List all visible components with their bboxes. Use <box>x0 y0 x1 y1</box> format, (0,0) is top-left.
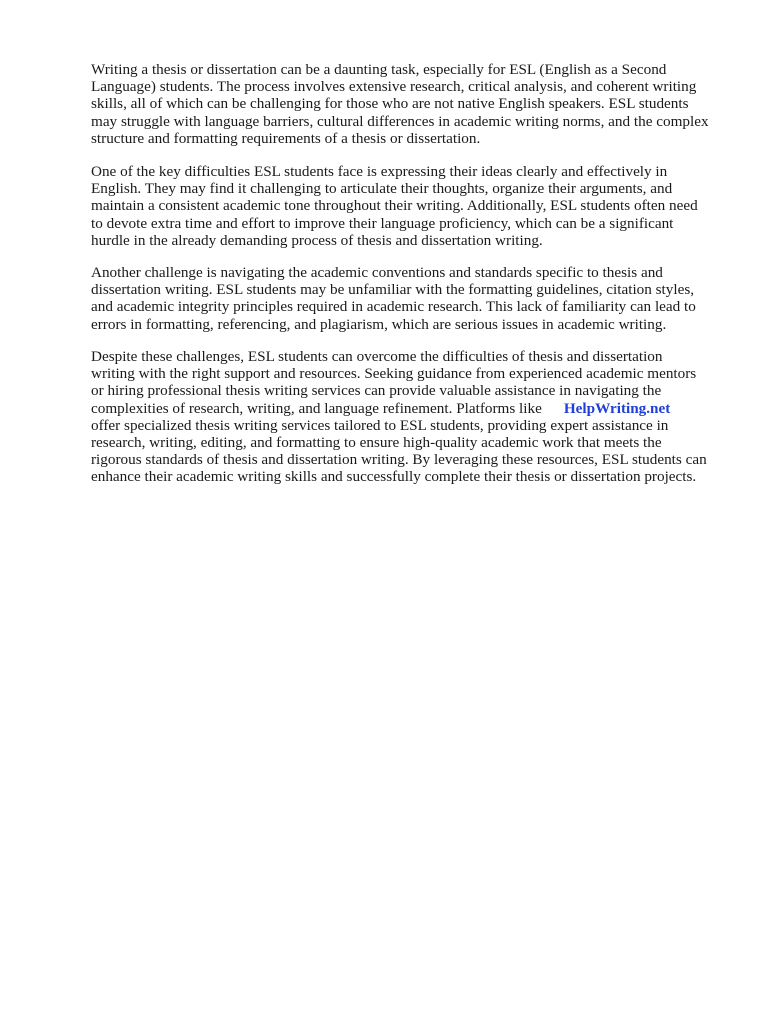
paragraph-line: and academic integrity principles required in academic research. This lack of familiarity can lead to <box>91 298 696 316</box>
paragraph-line: One of the key difficulties ESL students face is expressing their ideas clearly and effectively in <box>91 163 668 180</box>
paragraph-line: rigorous standards of thesis and dissertation writing. By leveraging these resources, ESL students can <box>91 451 707 469</box>
paragraph-line: Despite these challenges, ESL students can overcome the difficulties of thesis and dissertation <box>91 348 663 365</box>
paragraph-line: errors in formatting, referencing, and plagiarism, which are serious issues in academic writing. <box>91 315 667 333</box>
paragraph-1 <box>91 61 731 147</box>
paragraph-line: structure and formatting requirements of a thesis or dissertation. <box>91 129 481 147</box>
paragraph-line: complexities of research, writing, and language refinement. Platforms like <box>91 399 542 417</box>
paragraph-3 <box>91 264 731 333</box>
paragraph-line: offer specialized thesis writing services tailored to ESL students, providing expert assistance in <box>91 416 669 434</box>
paragraph-line: English. They may find it challenging to articulate their thoughts, organize their arguments, and <box>91 180 673 198</box>
paragraph-line: Writing a thesis or dissertation can be a daunting task, especially for ESL (English as a Second <box>91 61 667 78</box>
paragraph-line: writing with the right support and resources. Seeking guidance from experienced academic mentors <box>91 365 697 383</box>
paragraph-line: enhance their academic writing skills and successfully complete their thesis or dissertation projects. <box>91 468 697 486</box>
paragraph-line: Language) students. The process involves extensive research, critical analysis, and coherent writing <box>91 78 697 96</box>
paragraph-2 <box>91 163 731 249</box>
paragraph-line: to devote extra time and effort to improve their language proficiency, which can be a significant <box>91 214 674 232</box>
paragraph-line: research, writing, editing, and formatting to ensure high-quality academic work that meets the <box>91 434 662 452</box>
paragraph-line: skills, all of which can be challenging for those who are not native English speakers. ESL students <box>91 95 689 113</box>
paragraph-4 <box>91 348 731 486</box>
paragraph-line: Another challenge is navigating the academic conventions and standards specific to thesis and <box>91 264 663 281</box>
paragraph-line-with-link <box>91 400 731 417</box>
paragraph-line: or hiring professional thesis writing services can provide valuable assistance in navigating the <box>91 382 662 400</box>
paragraph-line: maintain a consistent academic tone throughout their writing. Additionally, ESL students often need <box>91 197 698 215</box>
paragraph-line: dissertation writing. ESL students may be unfamiliar with the formatting guidelines, citation styles, <box>91 281 695 299</box>
paragraph-line: may struggle with language barriers, cultural differences in academic writing norms, and the complex <box>91 112 709 130</box>
helpwriting-link[interactable]: HelpWriting.net <box>563 399 671 417</box>
paragraph-line: hurdle in the already demanding process of thesis and dissertation writing. <box>91 231 543 249</box>
